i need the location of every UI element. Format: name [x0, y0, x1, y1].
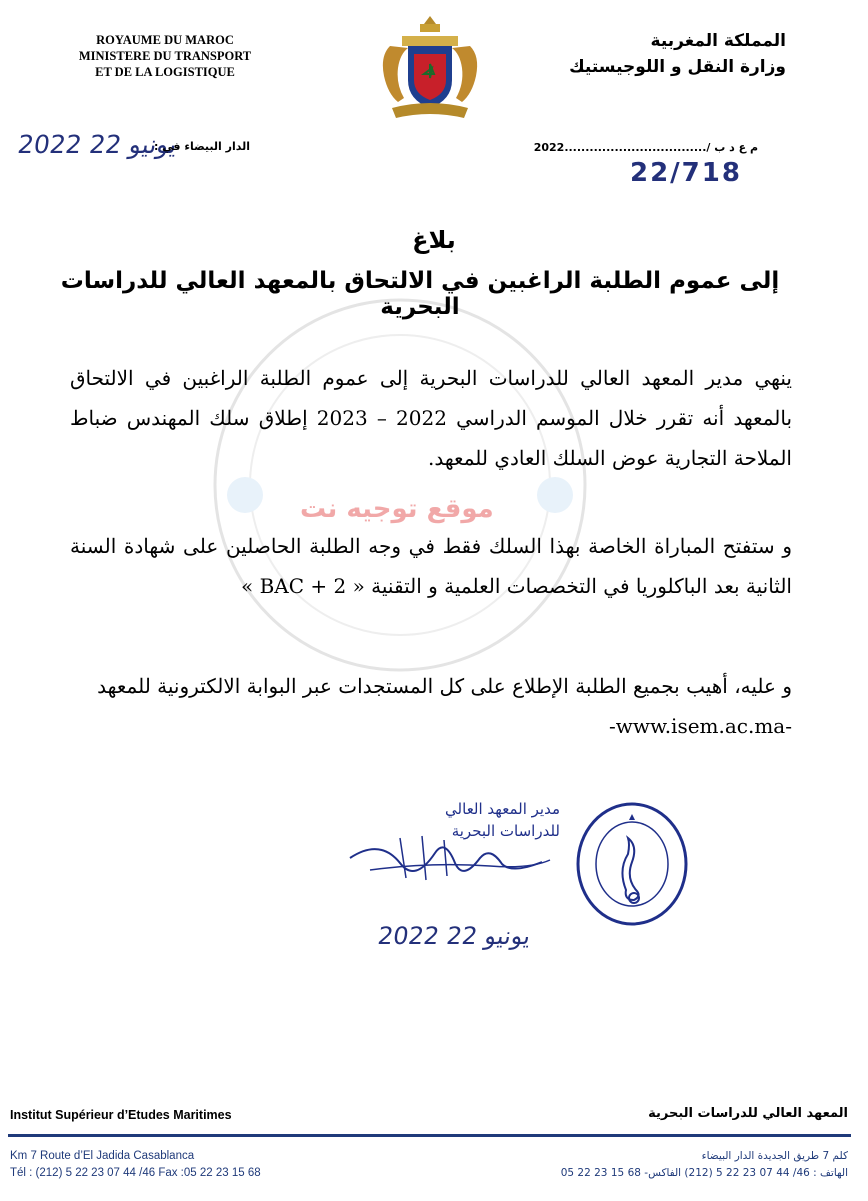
footer-address-fr-line2: Tél : (212) 5 22 23 07 44 /46 Fax :05 22 23 15 68 — [10, 1167, 261, 1179]
watermark-text: موقع توجيه نت — [300, 494, 494, 524]
date-label: الدار البيضاء في : — [153, 140, 250, 153]
header-fr-line2: MINISTERE DU TRANSPORT — [78, 49, 252, 63]
signature-block — [330, 798, 560, 908]
reference-number: 22/718 — [630, 158, 742, 188]
date-stamp: 2022 يونيو 22 — [15, 130, 179, 159]
royal-emblem-icon — [370, 12, 490, 124]
footer-address-ar — [528, 1148, 848, 1182]
header-ar-line1: المملكة المغربية — [650, 31, 786, 51]
signature-text — [370, 798, 560, 842]
paragraph-2: و ستفتح المباراة الخاصة بهذا السلك فقط في وجه الطلبة الحاصلين على شهادة السنة الثانية بعد الباكلوريا في التخصصات العلمية و التقنية « BAC + 2 » — [70, 534, 792, 598]
watermark-circle — [205, 290, 595, 680]
footer-address-fr-line1: Km 7 Route d’El Jadida Casablanca — [10, 1150, 195, 1162]
footer-institute-ar: المعهد العالي للدراسات البحرية — [648, 1106, 848, 1121]
header-fr-line1: ROYAUME DU MAROC — [96, 33, 234, 47]
header-arabic — [526, 28, 786, 80]
paragraph-1: ينهي مدير المعهد العالي للدراسات البحرية إلى عموم الطلبة الراغبين في الالتحاق بالمعهد أنه تقرر خلال الموسم الدراسي 2022 – 2023 إطلاق سلك المهندس ضباط الملاحة التجارية عوض السلك العادي للمعهد. — [70, 366, 793, 470]
footer-address-fr — [10, 1148, 261, 1182]
notice-title: بلاغ — [412, 226, 456, 254]
footer-address-ar-line1: كلم 7 طريق الجديدة الدار البيضاء — [701, 1150, 848, 1162]
signature-line1: مدير المعهد العالي — [445, 800, 560, 818]
signature-line2: للدراسات البحرية — [451, 822, 560, 840]
website-link[interactable]: -www.isem.ac.ma- — [608, 714, 792, 738]
header-ar-line2: وزارة النقل و اللوجيستيك — [569, 57, 786, 77]
reference-line: م ع د ب /..................................2022 — [533, 141, 758, 154]
subject-title: إلى عموم الطلبة الراغبين في الالتحاق بالمعهد العالي للدراسات البحرية — [60, 268, 780, 320]
footer-institute-fr: Institut Supérieur d’Etudes Maritimes — [10, 1108, 232, 1122]
paragraph-3-text: و عليه، أهيب بجميع الطلبة الإطلاع على كل المستجدات عبر البوابة الالكترونية للمعهد — [97, 674, 792, 698]
header-fr-line3: ET DE LA LOGISTIQUE — [95, 65, 235, 79]
footer-address-ar-line2: الهاتف : 46/ 44 07 23 22 5 (212) الفاكس- 68 15 23 22 05 — [560, 1167, 848, 1179]
paragraph-3 — [70, 666, 792, 746]
header-french — [40, 32, 290, 80]
official-seal-icon — [572, 798, 692, 928]
footer-divider — [8, 1134, 851, 1137]
signature-date-stamp: 2022 يونيو 22 — [376, 922, 533, 950]
